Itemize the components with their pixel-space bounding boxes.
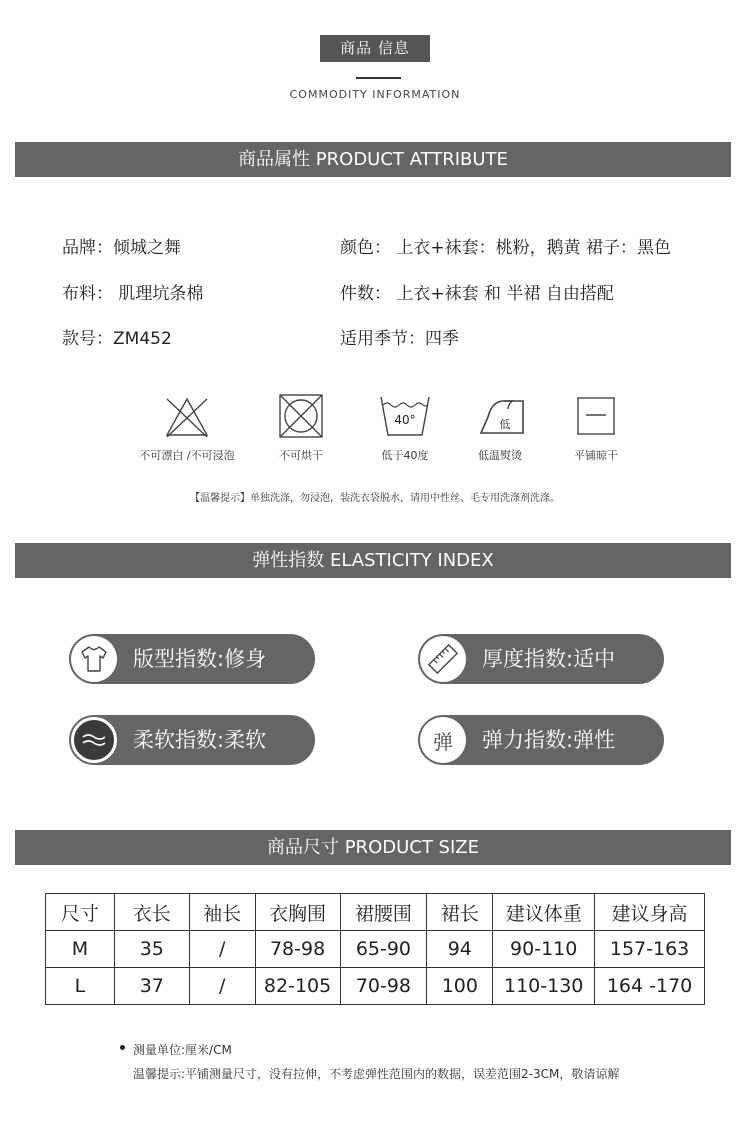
no-tumble-dry-icon xyxy=(277,393,325,443)
attr-fabric: 布料： 肌理坑条棉 xyxy=(62,284,204,304)
table-cell: 90-110 xyxy=(493,931,595,968)
table-header-row xyxy=(46,894,705,931)
table-cell: 65-90 xyxy=(340,931,427,968)
table-cell: 94 xyxy=(427,931,493,968)
elasticity-softness xyxy=(69,715,315,765)
iron-level: 低 xyxy=(499,418,511,431)
tshirt-icon xyxy=(71,636,117,682)
measure-tip-note: 温馨提示:平铺测量尺寸，没有拉伸，不考虑弹性范围内的数据，误差范围2-3CM，敬请谅解 xyxy=(133,1067,620,1081)
no-bleach-icon xyxy=(163,393,211,445)
size-table xyxy=(45,893,705,1005)
care-label-no-tumble-dry: 不可烘干 xyxy=(279,449,323,462)
table-cell: 35 xyxy=(114,931,189,968)
measure-unit-note: 测量单位:厘米/CM xyxy=(133,1043,232,1057)
table-row xyxy=(46,931,705,968)
table-cell: / xyxy=(189,968,255,1005)
elasticity-softness-label: 柔软指数:柔软 xyxy=(133,728,267,752)
flat-dry-icon xyxy=(576,396,616,440)
table-cell: 82-105 xyxy=(255,968,340,1005)
table-header: 建议身高 xyxy=(595,894,705,931)
elasticity-fit-label: 版型指数:修身 xyxy=(133,647,267,671)
table-header: 衣长 xyxy=(114,894,189,931)
care-label-wash-40: 低于40度 xyxy=(381,449,429,462)
table-cell: 157-163 xyxy=(595,931,705,968)
table-cell: / xyxy=(189,931,255,968)
table-cell: 110-130 xyxy=(493,968,595,1005)
table-cell: L xyxy=(46,968,115,1005)
attr-style-number: 款号：ZM452 xyxy=(62,329,172,349)
ruler-icon xyxy=(420,636,466,682)
attr-brand: 品牌：倾城之舞 xyxy=(62,238,181,258)
elastic-char-icon xyxy=(420,717,466,763)
section-banner-elasticity: 弹性指数 ELASTICITY INDEX xyxy=(15,543,731,578)
elasticity-thickness-label: 厚度指数:适中 xyxy=(482,647,616,671)
elasticity-thickness xyxy=(418,634,664,684)
care-label-no-bleach: 不可漂白 /不可浸泡 xyxy=(139,449,235,462)
section-tag-commodity-info: 商品 信息 xyxy=(320,35,430,62)
care-label-iron-low: 低温熨烫 xyxy=(478,449,522,462)
care-label-flat-dry: 平铺晾干 xyxy=(574,449,618,462)
attr-color: 颜色： 上衣+袜套：桃粉，鹅黄 裙子：黑色 xyxy=(340,238,672,258)
wave-icon xyxy=(71,717,117,763)
care-tip: 【温馨提示】单独洗涤，勿浸泡，装洗衣袋脱水，请用中性丝、毛专用洗涤剂洗涤。 xyxy=(190,493,560,504)
bullet-dot xyxy=(120,1045,125,1050)
elasticity-stretch xyxy=(418,715,664,765)
wash-temperature: 40° xyxy=(394,413,416,427)
elastic-char: 弹 xyxy=(433,729,453,754)
header-divider xyxy=(356,77,401,79)
table-header: 裙长 xyxy=(427,894,493,931)
section-banner-size: 商品尺寸 PRODUCT SIZE xyxy=(15,830,731,865)
header-subtitle: COMMODITY INFORMATION xyxy=(289,88,461,101)
table-header: 衣胸围 xyxy=(255,894,340,931)
table-header: 袖长 xyxy=(189,894,255,931)
iron-low-icon xyxy=(478,397,526,441)
table-header: 裙腰围 xyxy=(340,894,427,931)
section-banner-attribute: 商品属性 PRODUCT ATTRIBUTE xyxy=(15,142,731,177)
table-cell: 164 -170 xyxy=(595,968,705,1005)
table-cell: 70-98 xyxy=(340,968,427,1005)
attr-season: 适用季节：四季 xyxy=(340,329,459,349)
table-header: 尺寸 xyxy=(46,894,115,931)
table-cell: 78-98 xyxy=(255,931,340,968)
elasticity-stretch-label: 弹力指数:弹性 xyxy=(482,728,616,752)
table-cell: M xyxy=(46,931,115,968)
elasticity-fit xyxy=(69,634,315,684)
table-cell: 100 xyxy=(427,968,493,1005)
table-cell: 37 xyxy=(114,968,189,1005)
table-row xyxy=(46,968,705,1005)
wash-40-icon xyxy=(378,393,432,443)
table-header: 建议体重 xyxy=(493,894,595,931)
attr-pieces: 件数： 上衣+袜套 和 半裙 自由搭配 xyxy=(340,284,614,304)
